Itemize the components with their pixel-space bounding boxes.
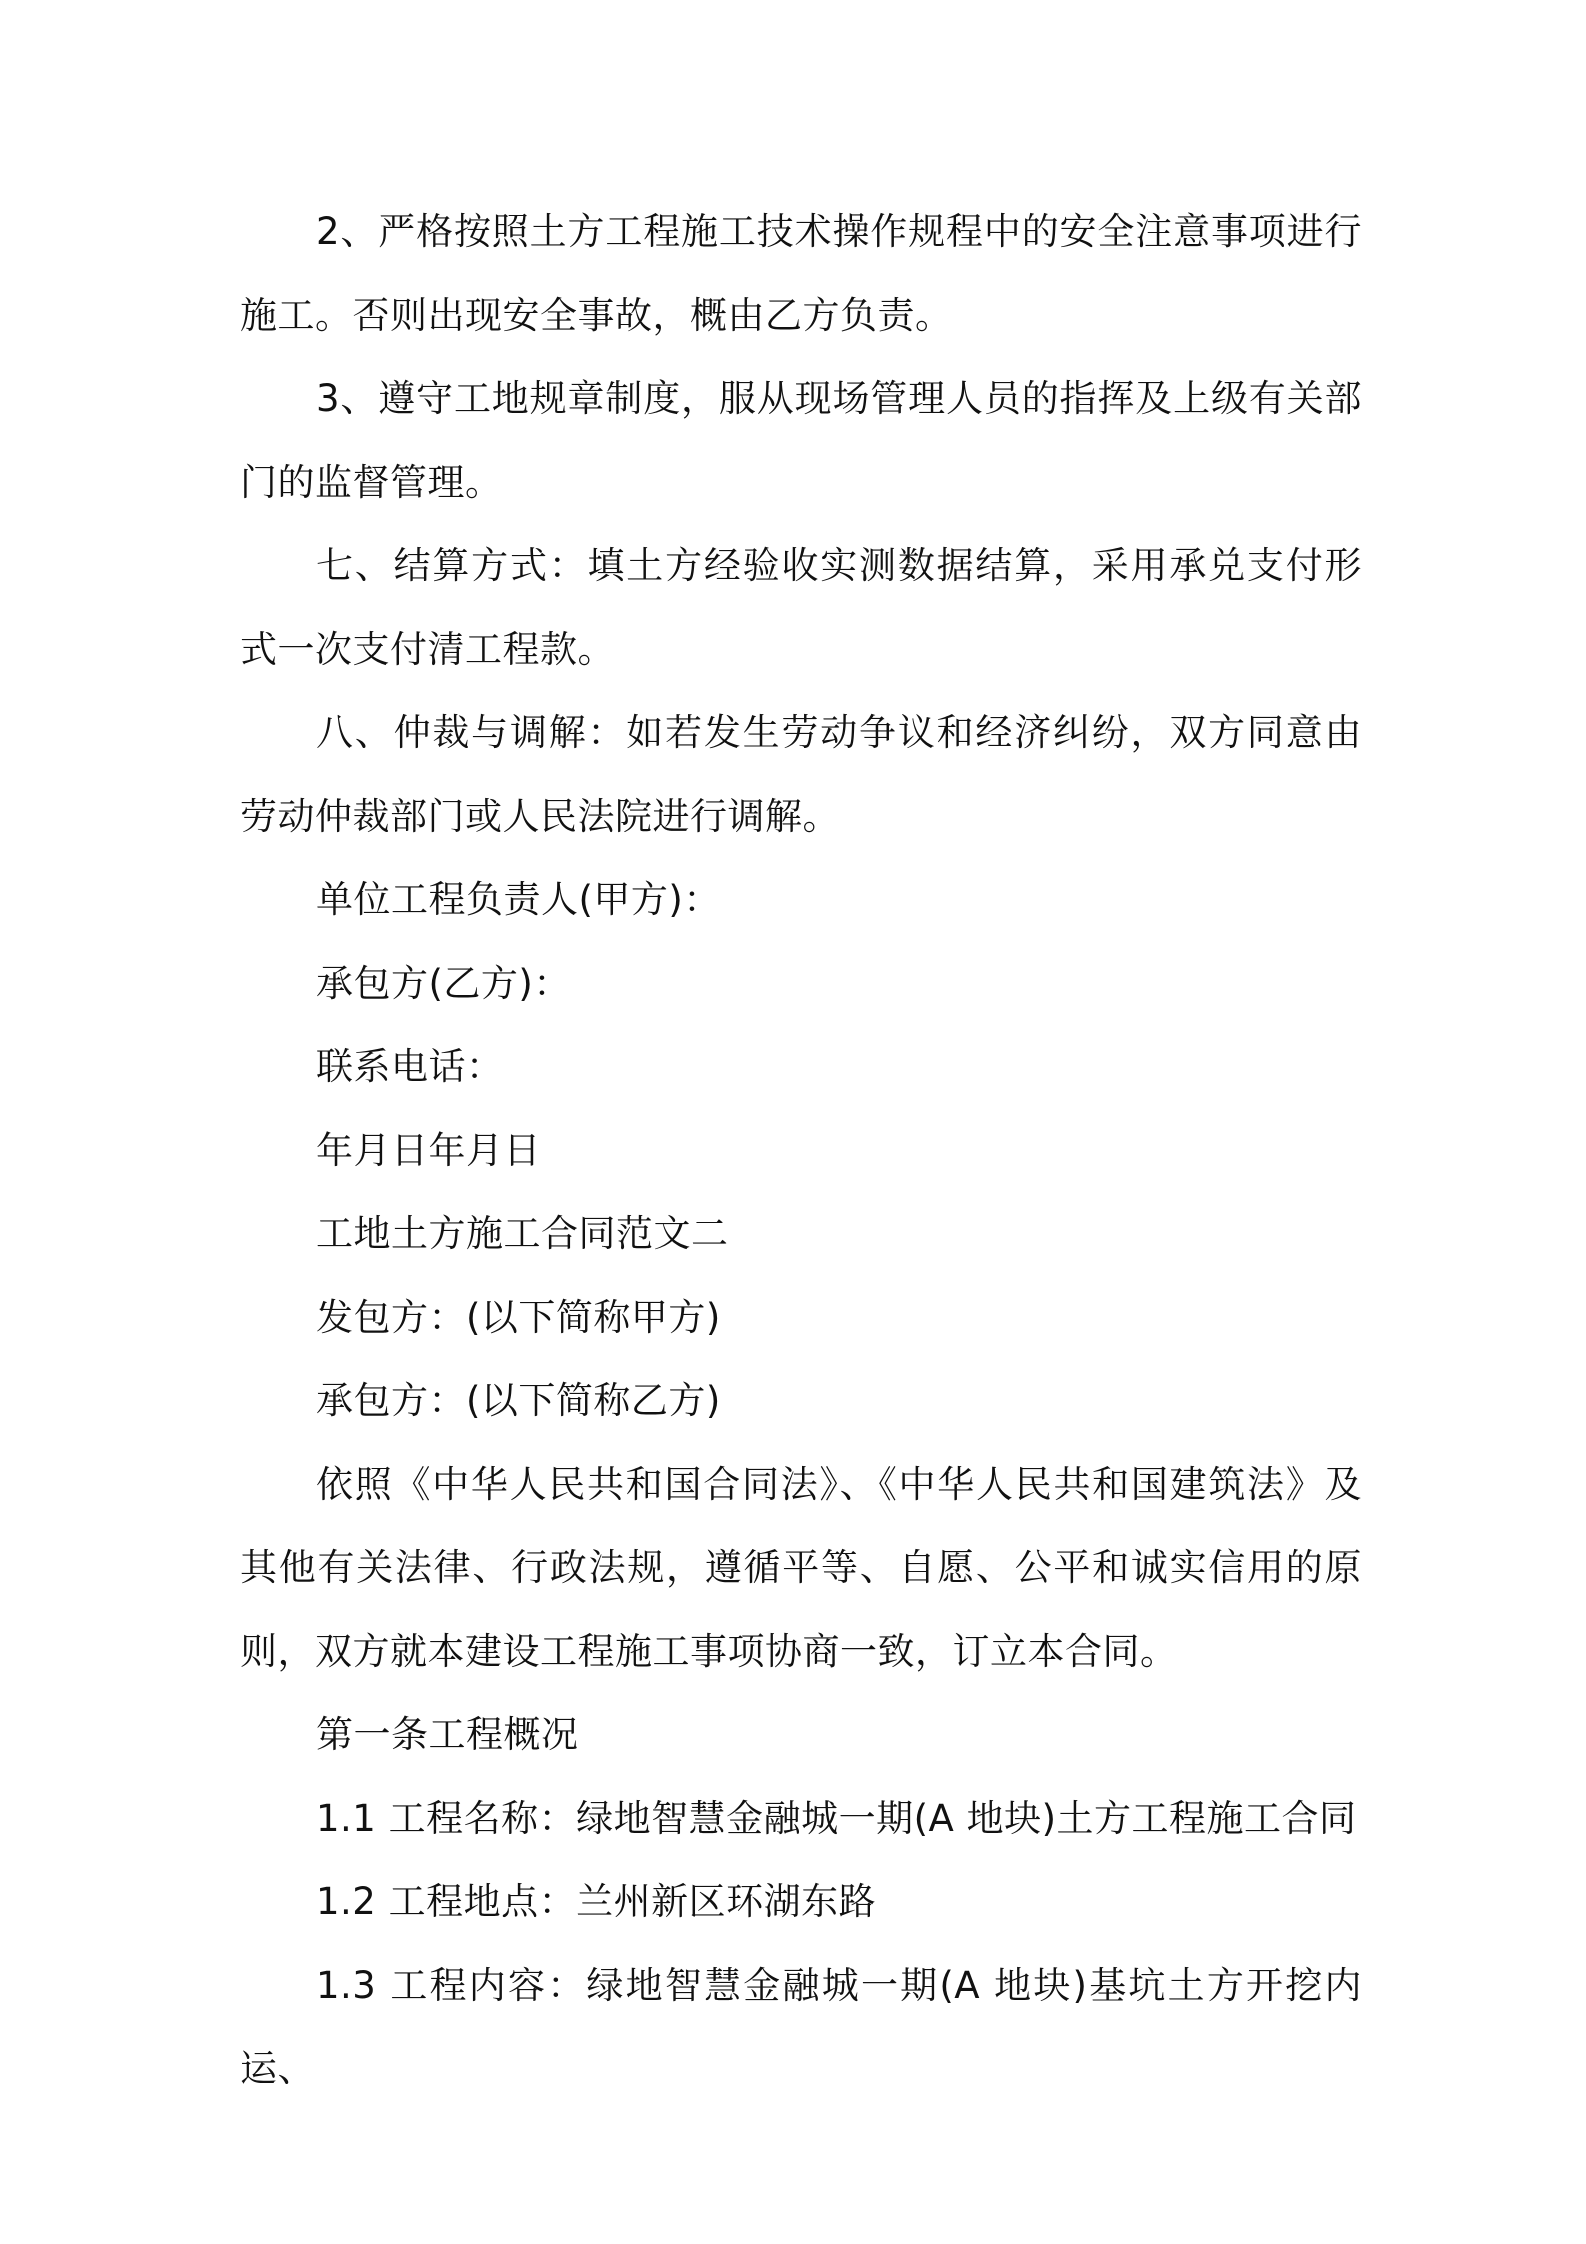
paragraph-contact-phone: 联系电话：: [316, 1045, 504, 1088]
paragraph-employer: 发包方：(以下简称甲方): [316, 1295, 721, 1339]
paragraph-arbitration: 八、仲裁与调解：如若发生劳动争议和经济纠纷，双方同意由劳动仲裁部门或人民法院进行调解。: [240, 711, 1362, 838]
paragraph-safety-rules: 2、严格按照土方工程施工技术操作规程中的安全注意事项进行施工。否则出现安全事故，概由乙方负责。: [240, 210, 1362, 337]
paragraph-legal-basis: 依照《中华人民共和国合同法》、《中华人民共和国建筑法》及其他有关法律、行政法规，遵循平等、自愿、公平和诚实信用的原则，双方就本建设工程施工事项协商一致，订立本合同。: [240, 1462, 1362, 1673]
paragraph-project-location: 1.2 工程地点：兰州新区环湖东路: [316, 1880, 877, 1923]
paragraph-party-a-signature: 单位工程负责人(甲方)：: [316, 878, 721, 921]
paragraph-site-regulations: 3、遵守工地规章制度，服从现场管理人员的指挥及上级有关部门的监督管理。: [240, 377, 1362, 504]
document-body: [240, 190, 1362, 2111]
paragraph-project-name: 1.1 工程名称：绿地智慧金融城一期(A 地块)土方工程施工合同: [316, 1796, 1357, 1840]
paragraph-contract-title: 工地土方施工合同范文二: [316, 1212, 729, 1255]
paragraph-settlement-method: 七、结算方式：填土方经验收实测数据结算，采用承兑支付形式一次支付清工程款。: [240, 544, 1362, 671]
paragraph-party-b-signature: 承包方(乙方)：: [316, 961, 571, 1005]
paragraph-dates: 年月日年月日: [316, 1128, 541, 1172]
paragraph-project-content: 1.3 工程内容：绿地智慧金融城一期(A 地块)基坑土方开挖内运、: [240, 1963, 1362, 2090]
paragraph-contractor: 承包方：(以下简称乙方): [316, 1379, 721, 1422]
paragraph-article-one-heading: 第一条工程概况: [316, 1713, 579, 1756]
